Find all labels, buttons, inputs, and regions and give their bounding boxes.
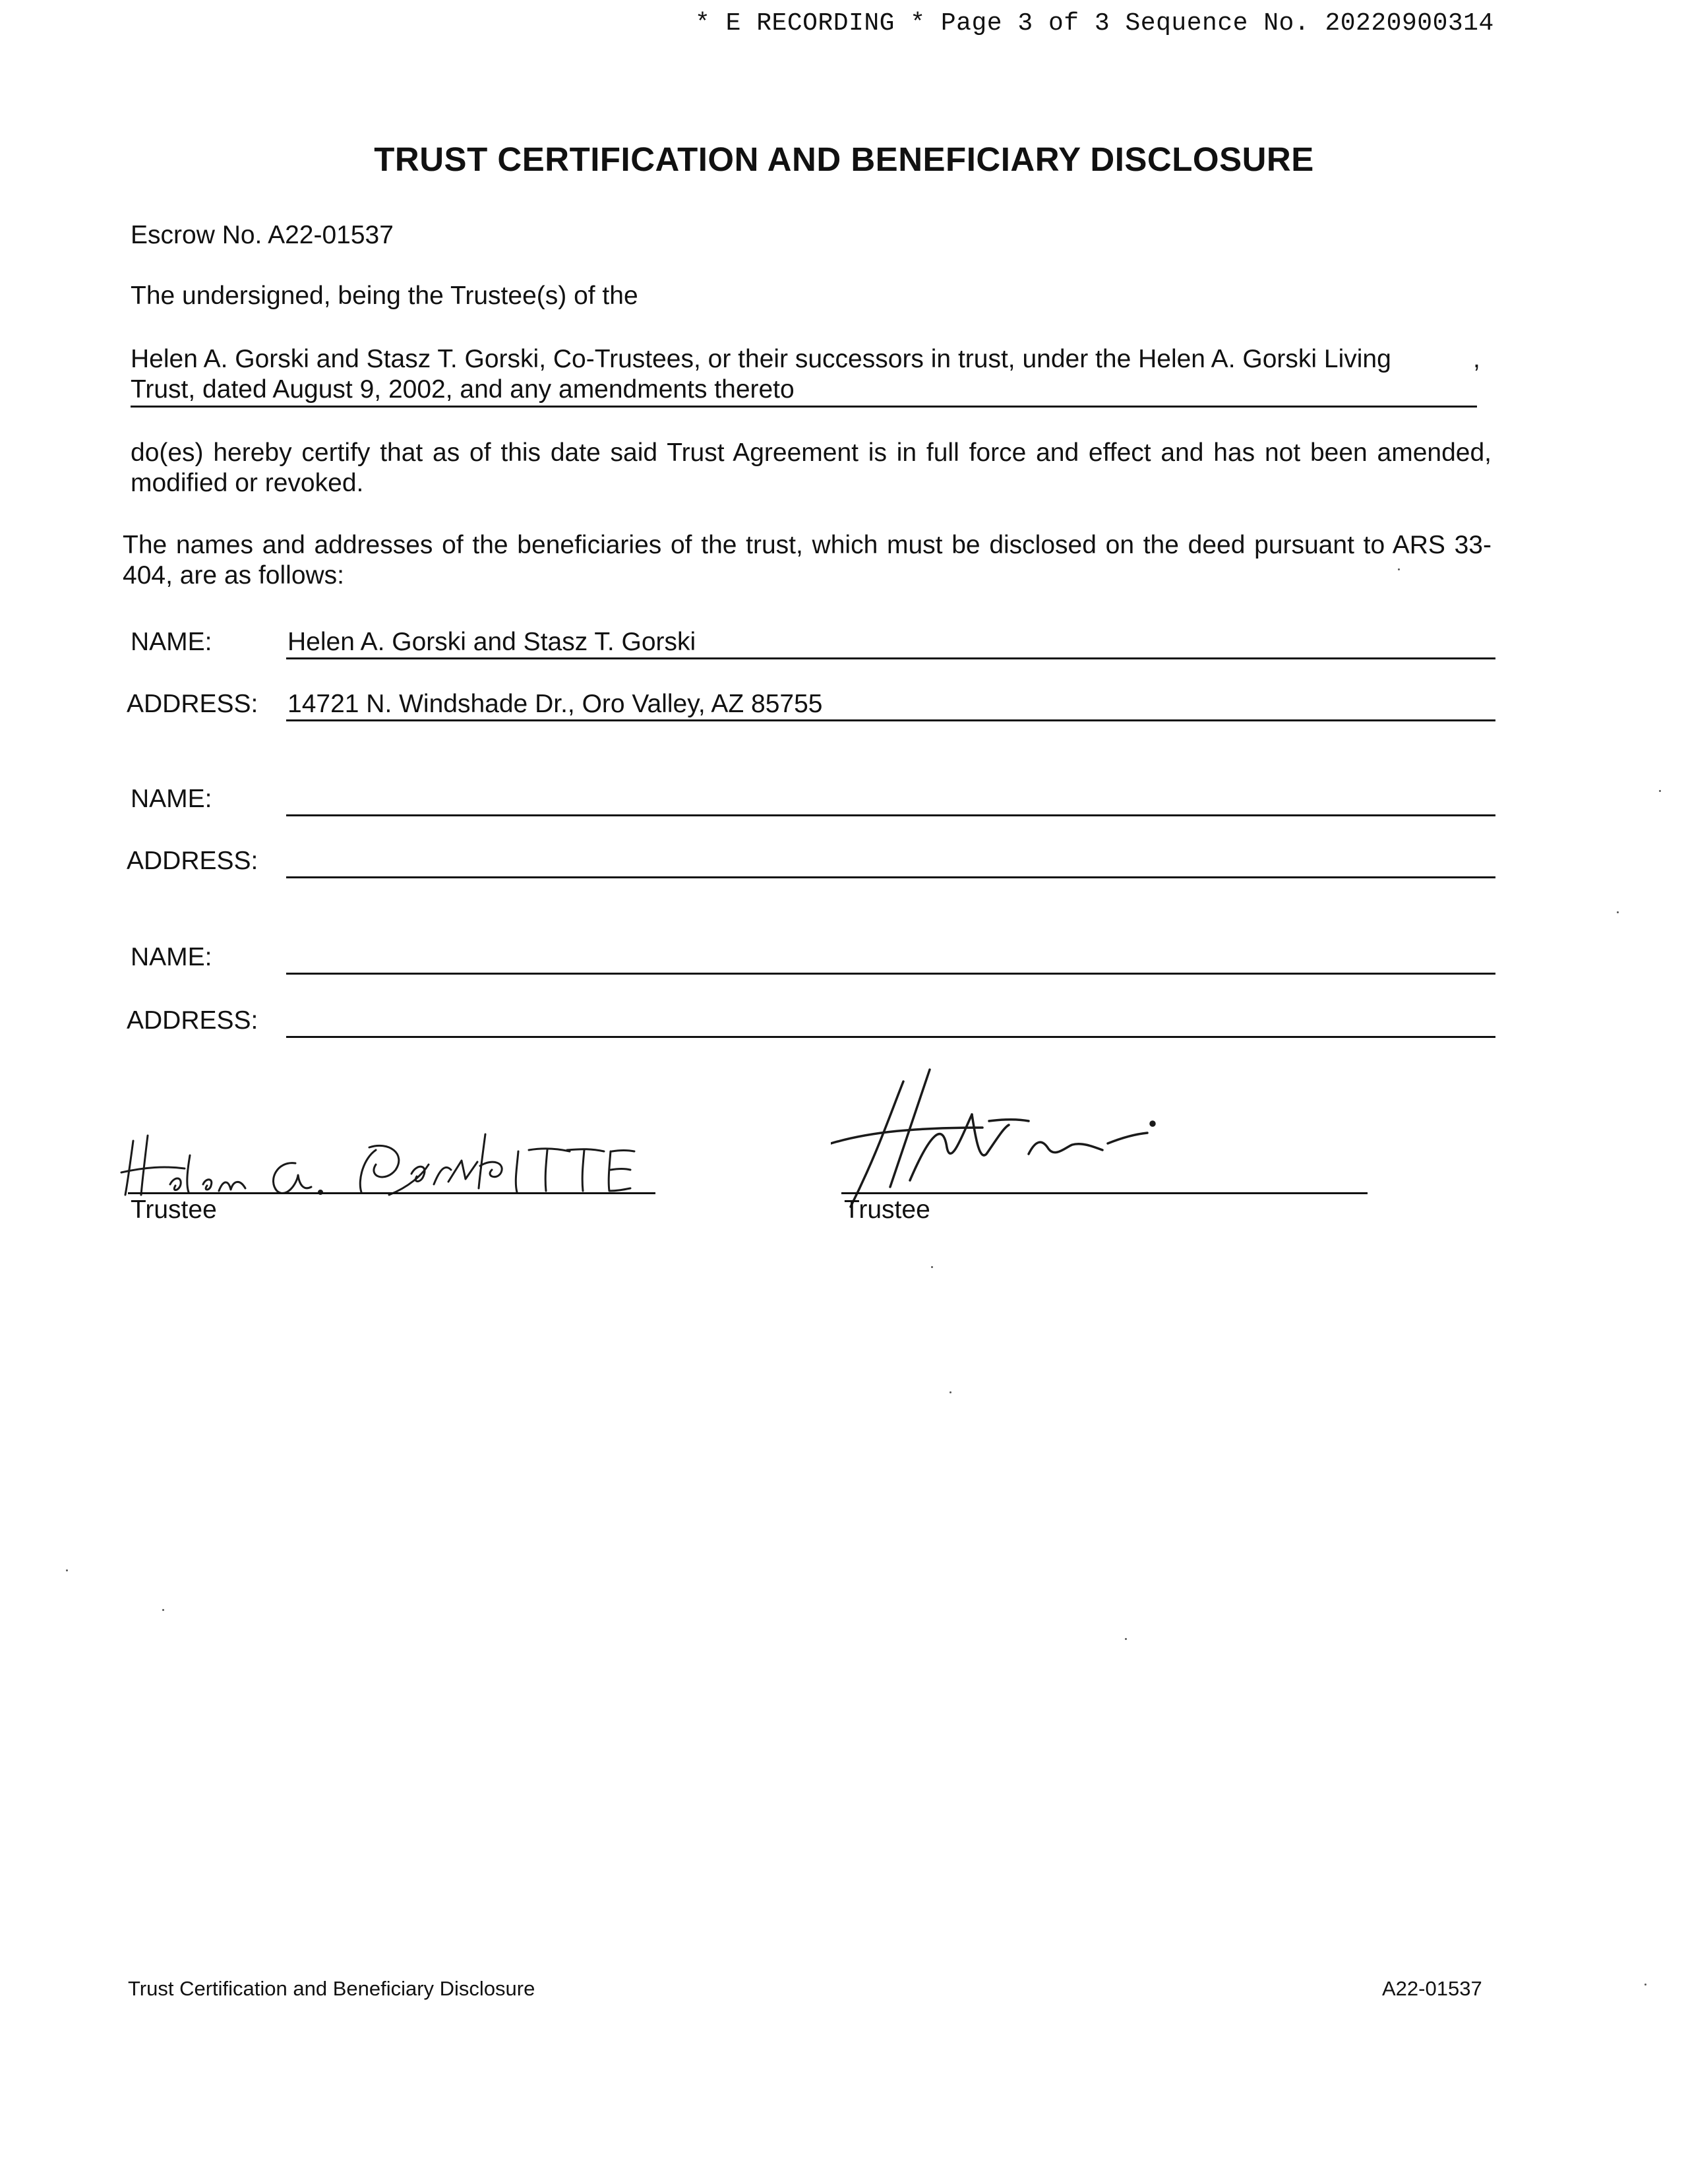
right-signature bbox=[831, 1055, 1174, 1213]
beneficiary-1-address-label: ADDRESS: bbox=[127, 690, 258, 718]
certification-paragraph: do(es) hereby certify that as of this date said Trust Agreement is in full force and effect and has not been amended, modified or revoked. bbox=[131, 439, 1492, 497]
footer-escrow-number: A22-01537 bbox=[1382, 1977, 1482, 2000]
scan-speck bbox=[1617, 911, 1619, 913]
scan-speck bbox=[1659, 790, 1661, 792]
escrow-number: Escrow No. A22-01537 bbox=[131, 221, 394, 249]
scan-speck bbox=[931, 1266, 933, 1268]
scan-speck bbox=[162, 1609, 164, 1611]
beneficiary-1-name: Helen A. Gorski and Stasz T. Gorski bbox=[287, 628, 696, 656]
beneficiary-3-address-label: ADDRESS: bbox=[127, 1006, 258, 1035]
beneficiary-3-name-label: NAME: bbox=[131, 943, 212, 971]
scan-speck bbox=[1398, 568, 1400, 570]
document-title: TRUST CERTIFICATION AND BENEFICIARY DISCLOSURE bbox=[374, 140, 1314, 178]
scan-speck bbox=[1644, 1984, 1646, 1986]
trust-name-underline bbox=[131, 406, 1477, 408]
beneficiary-1-address-line bbox=[286, 719, 1495, 721]
beneficiary-2-address-label: ADDRESS: bbox=[127, 847, 258, 875]
trust-name-line1: Helen A. Gorski and Stasz T. Gorski, Co-Trustees, or their successors in trust, under the Helen A. Gorski Living bbox=[131, 345, 1391, 373]
beneficiary-1-name-label: NAME: bbox=[131, 628, 212, 656]
right-signature-line bbox=[841, 1192, 1368, 1194]
beneficiary-1-name-line bbox=[286, 657, 1495, 659]
scan-speck bbox=[950, 1391, 951, 1393]
beneficiaries-intro: The names and addresses of the beneficiaries of the trust, which must be disclosed on the deed pursuant to ARS 33-404, are as follows: bbox=[123, 531, 1492, 590]
beneficiary-3-name-line bbox=[286, 973, 1495, 975]
scan-speck bbox=[66, 1569, 68, 1571]
beneficiary-2-address-line bbox=[286, 876, 1495, 878]
right-trustee-label: Trustee bbox=[844, 1196, 930, 1224]
footer-document-title: Trust Certification and Beneficiary Disclosure bbox=[128, 1977, 535, 2000]
beneficiary-1-address: 14721 N. Windshade Dr., Oro Valley, AZ 85755 bbox=[287, 690, 823, 718]
beneficiary-3-address-line bbox=[286, 1036, 1495, 1038]
left-signature-line bbox=[128, 1192, 655, 1194]
scan-speck bbox=[1125, 1638, 1127, 1640]
trust-name-comma: , bbox=[1473, 345, 1480, 373]
intro-text: The undersigned, being the Trustee(s) of the bbox=[131, 282, 638, 310]
recording-header: * E RECORDING * Page 3 of 3 Sequence No. 20220900314 bbox=[695, 9, 1494, 38]
left-trustee-label: Trustee bbox=[131, 1196, 217, 1224]
beneficiary-2-name-label: NAME: bbox=[131, 785, 212, 813]
beneficiary-2-name-line bbox=[286, 814, 1495, 816]
trust-name-line2: Trust, dated August 9, 2002, and any amendments thereto bbox=[131, 375, 795, 404]
